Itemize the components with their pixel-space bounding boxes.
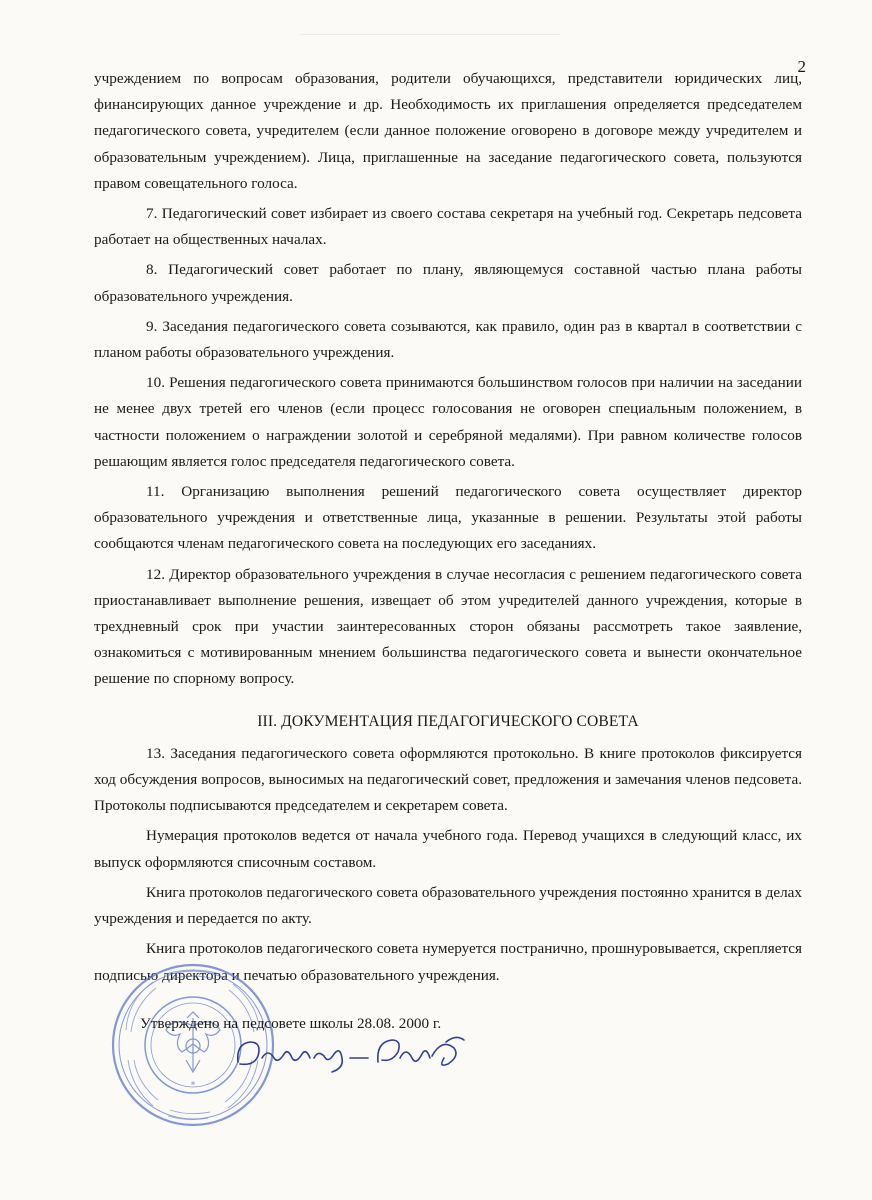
paragraph-10: 10. Решения педагогического совета принимаются большинством голосов при наличии на заседании не менее двух третей его членов (если процесс голосования не оговорен специальным положением, в частности положением о награждении золотой и серебряной медалями). При равном количестве голосов решающим является голос председателя педагогического совета. — [94, 374, 802, 470]
paragraph-continuation: учреждением по вопросам образования, родители обучающихся, представители юридических лиц, финансирующих данное учреждение и др. Необходимость их приглашения определяется председателем педагогического совета, учредителем (если данное положение оговорено в договоре между учредителем и образовательным учреждением). Лица, приглашенные на заседание педагогического совета, пользуются правом совещательного голоса. — [94, 70, 802, 192]
paragraph-13-storage: Книга протоколов педагогического совета образовательного учреждения постоянно хранится в делах учреждения и передается по акту. — [94, 883, 802, 928]
paragraph-12: 12. Директор образовательного учреждения в случае несогласия с решением педагогического совета приостанавливает выполнение решения, извещает об этом учредителей данного учреждения, которые в трехдневный срок при участии заинтересованных сторон обязаны рассмотреть такое заявление, ознакомиться с мотивированным мнением большинства педагогического совета и вынести окончательное решение по спорному вопросу. — [94, 565, 802, 688]
svg-text:*: * — [190, 1080, 196, 1091]
paragraph-13-binding: Книга протоколов педагогического совета нумеруется постранично, прошнуровывается, скрепляется подписью директора и печатью образовательного учреждения. — [94, 940, 802, 984]
paragraph-7: 7. Педагогический совет избирает из своего состава секретаря на учебный год. Секретарь педсовета работает на общественных началах. — [94, 205, 802, 249]
paragraph-9: 9. Заседания педагогического совета созываются, как правило, один раз в квартал в соответствии с планом работы образовательного учреждения. — [94, 317, 802, 362]
bleed-through-line — [300, 34, 560, 49]
director-signature — [232, 1028, 472, 1078]
approval-note: Утверждено на педсовете школы 28.08. 2000 г. — [140, 1015, 442, 1032]
paragraph-8: 8. Педагогический совет работает по плану, являющемуся составной частью плана работы образовательного учреждения. — [94, 261, 802, 305]
document-body — [94, 66, 802, 989]
paragraph-13: 13. Заседания педагогического совета оформляются протокольно. В книге протоколов фиксируется ход обсуждения вопросов, выносимых на педагогический совет, предложения и замечания членов педсовета. Протоколы подписываются председателем и секретарем совета. — [94, 744, 802, 815]
paragraph-11: 11. Организацию выполнения решений педагогического совета осуществляет директор образовательного учреждения и ответственные лица, указанные в решении. Результаты этой работы сообщаются членам педагогического совета на последующих его заседаниях. — [94, 483, 802, 553]
section-heading: III. ДОКУМЕНТАЦИЯ ПЕДАГОГИЧЕСКОГО СОВЕТА — [257, 712, 639, 730]
paragraph-13-numbering: Нумерация протоколов ведется от начала учебного года. Перевод учащихся в следующий класс, их выпуск оформляются списочным составом. — [94, 827, 802, 871]
page-number: 2 — [797, 57, 806, 76]
